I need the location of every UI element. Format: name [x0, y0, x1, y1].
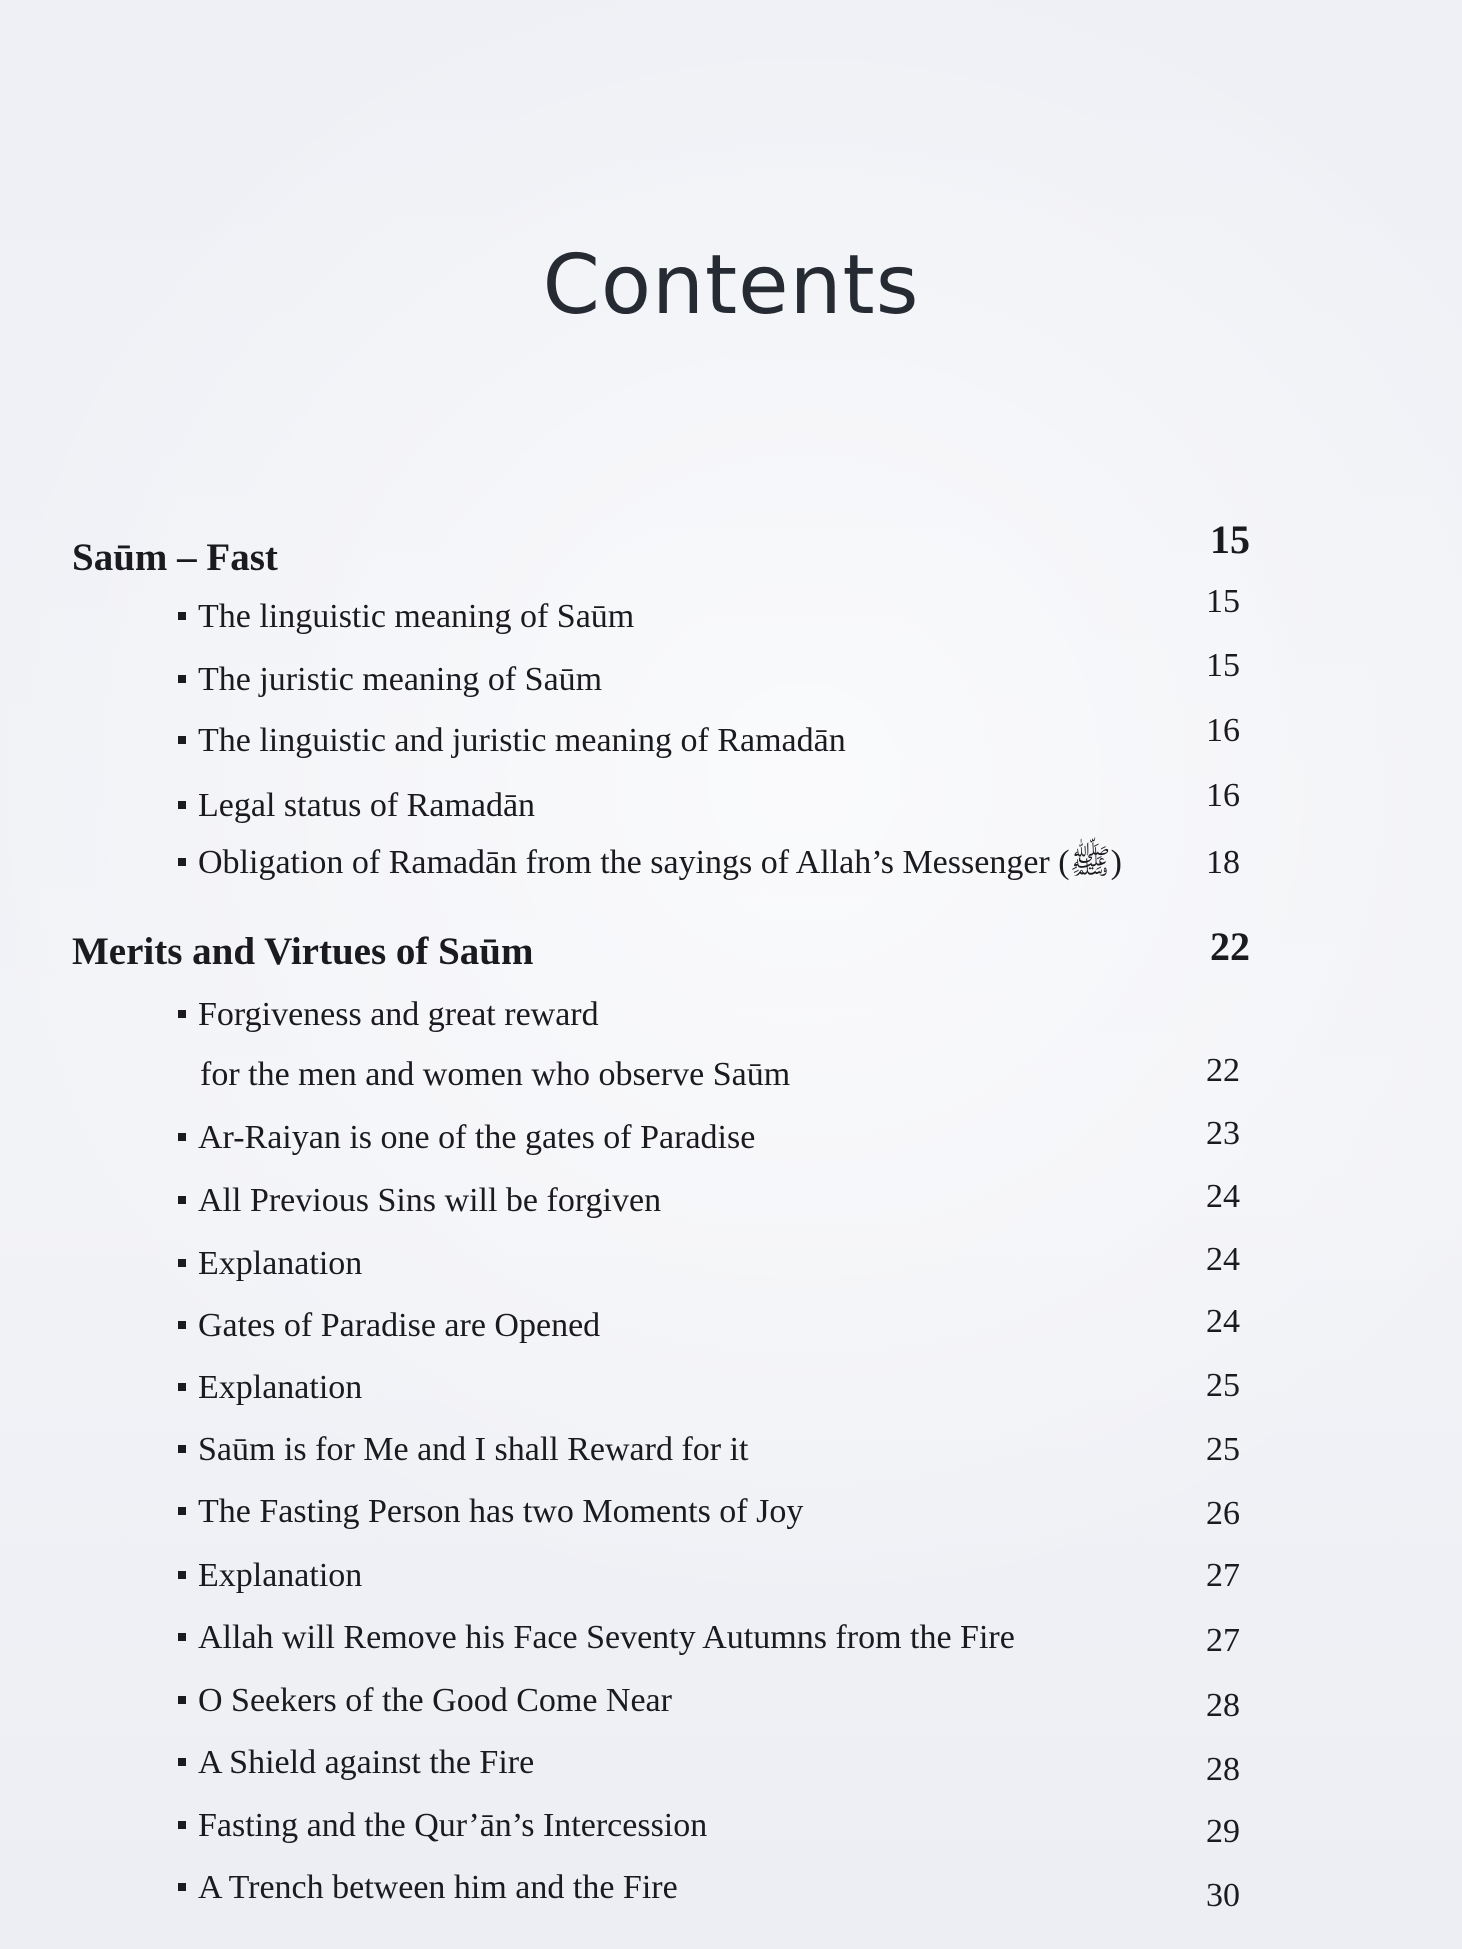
toc-entry-page: 26 — [1206, 1495, 1240, 1532]
toc-entry-label — [178, 998, 599, 1032]
toc-entry — [0, 846, 1462, 894]
toc-entry-page: 28 — [1206, 1751, 1240, 1788]
toc-entry-label — [178, 1559, 362, 1593]
toc-entry-label — [178, 1121, 755, 1155]
toc-entry-label — [178, 1184, 661, 1218]
section-title: Merits and Virtues of Saūm — [72, 930, 534, 973]
bullet-icon — [178, 1445, 186, 1453]
toc-entry — [0, 1115, 1462, 1169]
bullet-icon — [178, 1696, 186, 1704]
bullet-icon — [178, 858, 186, 866]
toc-entry-page: 25 — [1206, 1367, 1240, 1404]
toc-entry — [0, 712, 1462, 772]
toc-entry-label — [178, 1371, 362, 1405]
bullet-icon — [178, 1259, 186, 1267]
entry-text: Forgiveness and great reward — [198, 996, 599, 1033]
section-page-number: 15 — [1210, 517, 1250, 562]
toc-entry — [0, 1809, 1462, 1857]
toc-entry-label — [178, 846, 1122, 880]
toc-entry — [0, 1559, 1462, 1607]
entry-text: The linguistic meaning of Saūm — [198, 598, 635, 635]
entry-text: The Fasting Person has two Moments of Joy — [198, 1493, 804, 1530]
toc-entry-label — [178, 1247, 362, 1281]
toc-entry — [0, 1303, 1462, 1357]
toc-entry — [0, 1495, 1462, 1543]
entry-text: Allah will Remove his Face Seventy Autumns from the Fire — [198, 1619, 1015, 1656]
entry-text: Explanation — [198, 1557, 363, 1594]
toc-entry-label-continued: for the men and women who observe Saūm — [200, 1056, 791, 1093]
entry-text: Fasting and the Qur’ān’s Intercession — [198, 1807, 708, 1844]
bullet-icon — [178, 1196, 186, 1204]
toc-entry-label — [178, 1746, 534, 1780]
toc-entry-label — [178, 1621, 1015, 1655]
toc-entry-continuation — [0, 1052, 1462, 1106]
entry-text: Legal status of Ramadān — [198, 787, 536, 824]
toc-entry-page: 16 — [1206, 712, 1240, 749]
toc-entry-label — [178, 1495, 803, 1529]
toc-entry-page: 23 — [1206, 1115, 1240, 1152]
toc-entry — [0, 647, 1462, 711]
toc-entry-label — [178, 663, 602, 697]
toc-entry — [0, 1684, 1462, 1732]
bullet-icon — [178, 1883, 186, 1891]
section-title: Saūm – Fast — [72, 536, 278, 579]
toc-entry-page: 16 — [1206, 777, 1240, 814]
toc-entry — [0, 1621, 1462, 1669]
bullet-icon — [178, 1383, 186, 1391]
bullet-icon — [178, 1507, 186, 1515]
toc-entry — [0, 1871, 1462, 1919]
entry-text: Explanation — [198, 1245, 363, 1282]
entry-text: Obligation of Ramadān from the sayings of Allah’s Messenger (ﷺ) — [198, 844, 1122, 881]
toc-entry-page: 25 — [1206, 1431, 1240, 1468]
toc-entry-page: 24 — [1206, 1303, 1240, 1340]
bullet-icon — [178, 1133, 186, 1141]
toc-entry — [0, 777, 1462, 837]
toc-entry-page: 24 — [1206, 1178, 1240, 1215]
entry-text: All Previous Sins will be forgiven — [198, 1182, 662, 1219]
toc-entry-page: 27 — [1206, 1557, 1240, 1594]
toc-entry-label — [178, 600, 634, 634]
toc-entry-label — [178, 1871, 678, 1905]
bullet-icon — [178, 801, 186, 809]
toc-entry — [0, 1178, 1462, 1232]
toc-entry-page: 24 — [1206, 1241, 1240, 1278]
toc-entry — [0, 1241, 1462, 1295]
toc-entry-page: 30 — [1206, 1877, 1240, 1914]
toc-entry-page: 15 — [1206, 583, 1240, 620]
toc-entry — [0, 998, 1462, 1046]
toc-entry-label — [178, 724, 846, 758]
page-title: Contents — [542, 238, 920, 333]
toc-entry-page: 29 — [1206, 1813, 1240, 1850]
bullet-icon — [178, 675, 186, 683]
toc-entry-label — [178, 1309, 600, 1343]
toc-entry — [0, 1746, 1462, 1794]
toc-entry-page: 28 — [1206, 1687, 1240, 1724]
bullet-icon — [178, 1758, 186, 1766]
entry-text: Saūm is for Me and I shall Reward for it — [198, 1431, 749, 1468]
entry-text: A Trench between him and the Fire — [198, 1869, 678, 1906]
bullet-icon — [178, 1571, 186, 1579]
toc-entry-label — [178, 1684, 672, 1718]
toc-entry — [0, 583, 1462, 648]
entry-text: The juristic meaning of Saūm — [198, 661, 603, 698]
toc-entry-page: 27 — [1206, 1622, 1240, 1659]
entry-text: O Seekers of the Good Come Near — [198, 1682, 672, 1719]
toc-entry-label — [178, 1433, 749, 1467]
entry-text: The linguistic and juristic meaning of Ramadān — [198, 722, 846, 759]
entry-text: Ar-Raiyan is one of the gates of Paradise — [198, 1119, 756, 1156]
entry-text: A Shield against the Fire — [198, 1744, 535, 1781]
toc-entry-page: 18 — [1206, 844, 1240, 881]
bullet-icon — [178, 612, 186, 620]
bullet-icon — [178, 1010, 186, 1018]
bullet-icon — [178, 1821, 186, 1829]
toc-entry-label — [178, 1809, 707, 1843]
bullet-icon — [178, 1321, 186, 1329]
toc-entry — [0, 1367, 1462, 1419]
toc-section-merits — [0, 924, 1462, 980]
entry-text: Explanation — [198, 1369, 363, 1406]
toc-entry — [0, 1433, 1462, 1481]
toc-entry-page: 15 — [1206, 647, 1240, 684]
bullet-icon — [178, 736, 186, 744]
entry-text: Gates of Paradise are Opened — [198, 1307, 601, 1344]
section-page-number: 22 — [1210, 924, 1250, 969]
bullet-icon — [178, 1633, 186, 1641]
toc-entry-page: 22 — [1206, 1052, 1240, 1089]
toc-entry-label — [178, 789, 535, 823]
toc-section-saum-fast — [0, 517, 1462, 586]
